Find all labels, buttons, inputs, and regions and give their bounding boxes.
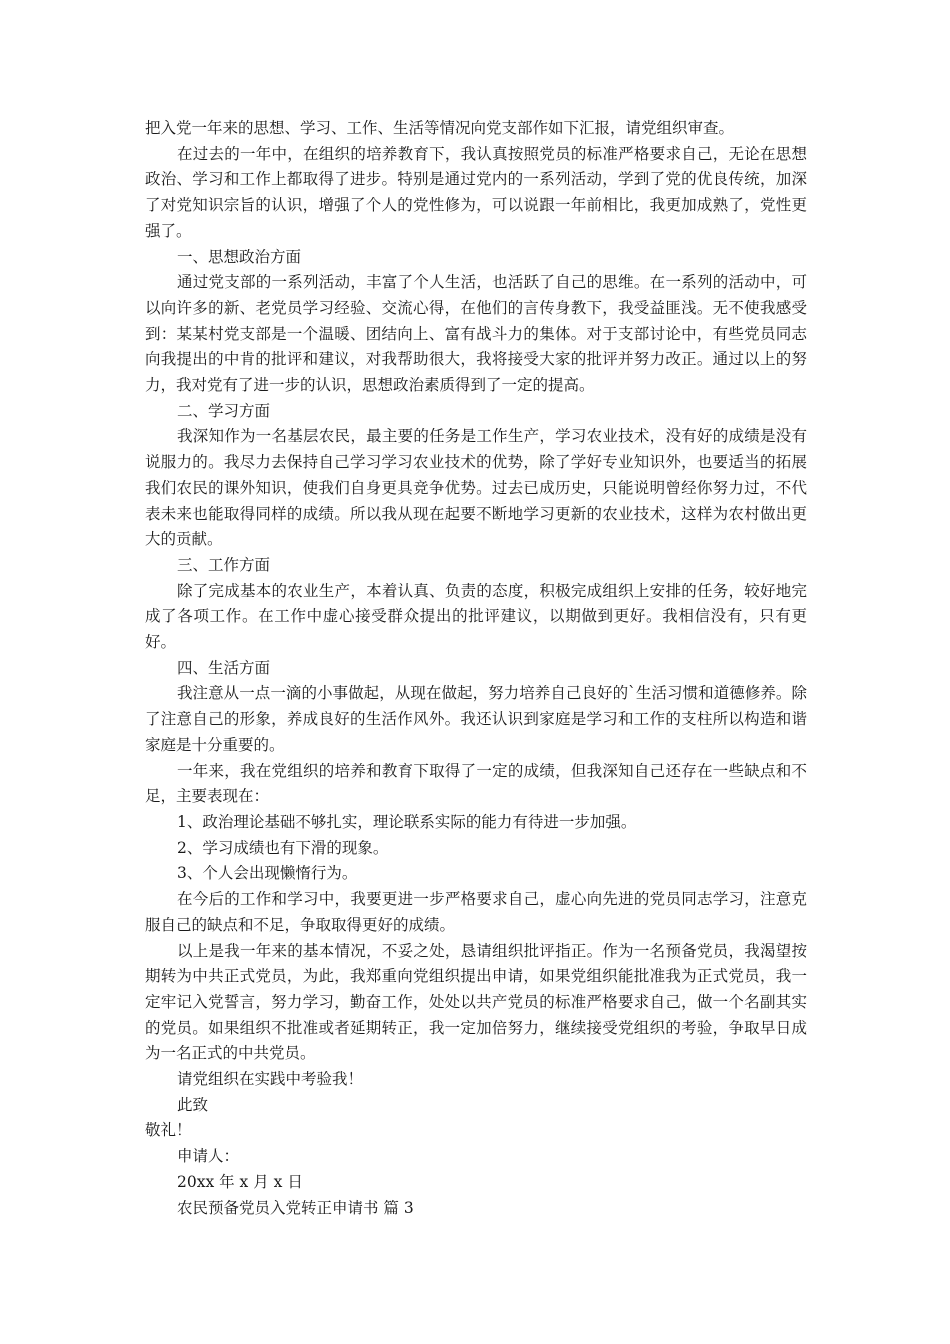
list-item-shortcoming-1: 1、政治理论基础不够扎实，理论联系实际的能力有待进一步加强。 xyxy=(177,812,637,831)
paragraph-shortcomings-intro: 一年来，我在党组织的培养和教育下取得了一定的成绩，但我深知自己还存在一些缺点和不足，主要表现在： xyxy=(145,761,807,806)
section-heading-study: 二、学习方面 xyxy=(177,401,271,420)
document-body xyxy=(145,116,807,1221)
salutation-jingli: 敬礼！ xyxy=(145,1121,192,1140)
list-item-shortcoming-2: 2、学习成绩也有下滑的现象。 xyxy=(177,838,389,857)
next-section-title: 农民预备党员入党转正申请书 篇 3 xyxy=(177,1198,414,1217)
salutation-cizhi: 此致 xyxy=(177,1095,209,1114)
applicant-label: 申请人： xyxy=(177,1147,240,1166)
paragraph-work: 除了完成基本的农业生产，本着认真、负责的态度，积极完成组织上安排的任务，较好地完成了各项工作。在工作中虚心接受群众提出的批评建议，以期做到更好。我相信没有，只有更好。 xyxy=(145,581,807,652)
paragraph-future-plan: 在今后的工作和学习中，我要更进一步严格要求自己，虚心向先进的党员同志学习，注意克服自己的缺点和不足，争取取得更好的成绩。 xyxy=(145,890,807,934)
paragraph-life: 我注意从一点一滴的小事做起，从现在做起，努力培养自己良好的`生活习惯和道德修养。除了注意自己的形象，养成良好的生活作风外。我还认识到家庭是学习和工作的支柱所以构造和谐家庭是十分重要的。 xyxy=(145,684,807,754)
section-heading-work: 三、工作方面 xyxy=(177,555,271,574)
paragraph-overview: 在过去的一年中，在组织的培养教育下，我认真按照党员的标准严格要求自己，无论在思想政治、学习和工作上都取得了进步。特别是通过党内的一系列活动，学到了党的优良传统，加深了对党知识宗旨的认识，增强了个人的党性修为，可以说跟一年前相比，我更加成熟了，党性更强了。 xyxy=(145,144,807,240)
list-item-shortcoming-3: 3、个人会出现懒惰行为。 xyxy=(177,864,358,883)
section-heading-political: 一、思想政治方面 xyxy=(177,247,302,266)
paragraph-political: 通过党支部的一系列活动，丰富了个人生活，也活跃了自己的思维。在一系列的活动中，可以向许多的新、老党员学习经验、交流心得，在他们的言传身教下，我受益匪浅。无不使我感受到：某某村党支部是一个温暖、团结向上、富有战斗力的集体。对于支部讨论中，有些党员同志向我提出的中肯的批评和建议，对我帮助很大，我将接受大家的批评并努力改正。通过以上的努力，我对党有了进一步的认识，思想政治素质得到了一定的提高。 xyxy=(145,273,807,395)
paragraph-study: 我深知作为一名基层农民，最主要的任务是工作生产，学习农业技术，没有好的成绩是没有说服力的。我尽力去保持自己学习学习农业技术的优势，除了学好专业知识外，也要适当的拓展我们农民的课外知识，使我们自身更具竞争优势。过去已成历史，只能说明曾经你努力过，不代表未来也能取得同样的成绩。所以我从现在起要不断地学习更新的农业技术，这样为农村做出更大的贡献。 xyxy=(145,427,807,549)
paragraph-intro-continued: 把入党一年来的思想、学习、工作、生活等情况向党支部作如下汇报，请党组织审查。 xyxy=(145,119,735,137)
application-date: 20xx 年 x 月 x 日 xyxy=(177,1172,303,1191)
section-heading-life: 四、生活方面 xyxy=(177,658,271,677)
paragraph-request: 以上是我一年来的基本情况，不妥之处，恳请组织批评指正。作为一名预备党员，我渴望按期转为中共正式党员，为此，我郑重向党组织提出申请，如果党组织能批准我为正式党员，我一定牢记入党誓言，努力学习，勤奋工作，处处以共产党员的标准严格要求自己，做一个名副其实的党员。如果组织不批准或者延期转正，我一定加倍努力，继续接受党组织的考验，争取早日成为一名正式的中共党员。 xyxy=(145,941,807,1063)
paragraph-closing-appeal: 请党组织在实践中考验我！ xyxy=(177,1070,364,1089)
